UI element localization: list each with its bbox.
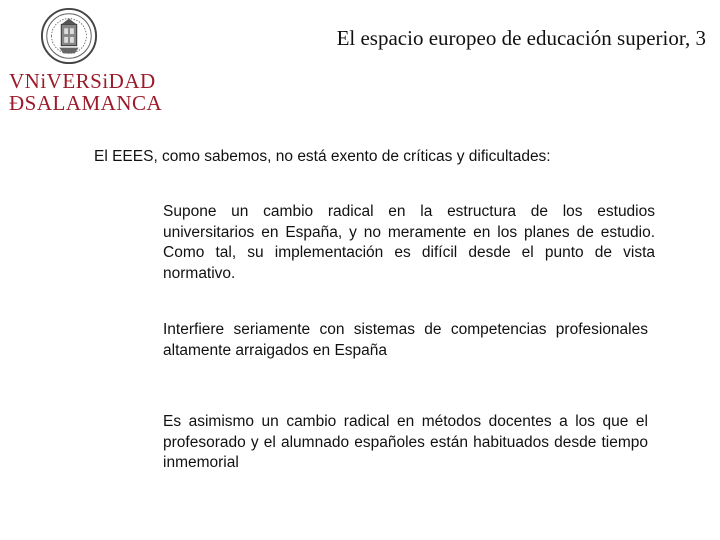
brand-line-1: VNiVERSiDAD: [9, 69, 156, 93]
bullet-paragraph: Supone un cambio radical en la estructura de los estudios universitarios en España, y no meramente en los planes de estudio. Como tal, su implementación es difícil desde el punto de vista normativo.: [163, 203, 655, 282]
bullet-paragraph: Interfiere seriamente con sistemas de competencias profesionales altamente arraigados en España: [163, 321, 648, 359]
university-seal-icon: [40, 7, 98, 65]
slide-title: El espacio europeo de educación superior, 3: [336, 26, 706, 50]
university-wordmark: [9, 70, 162, 114]
bullet-paragraph: Es asimismo un cambio radical en métodos docentes a los que el profesorado y el alumnado españoles están habituados desde tiempo inmemorial: [163, 413, 648, 471]
intro-text: El EEES, como sabemos, no está exento de críticas y dificultades:: [94, 148, 551, 165]
brand-line-2: ÐSALAMANCA: [9, 91, 163, 115]
